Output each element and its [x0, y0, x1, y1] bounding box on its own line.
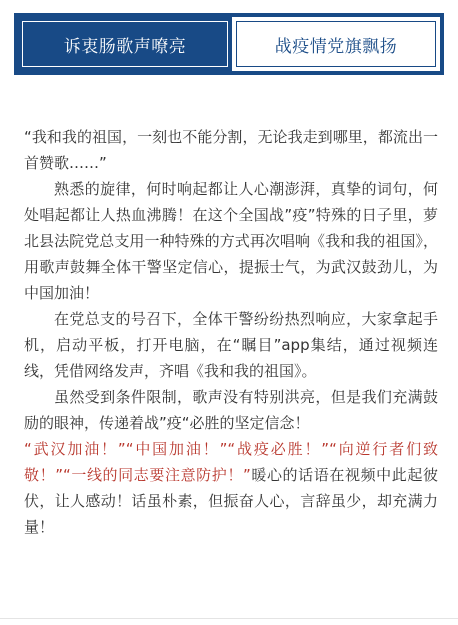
inactive-section-tab[interactable]	[232, 17, 440, 71]
active-section-tab[interactable]	[22, 21, 228, 67]
inactive-section-title: 战疫情党旗飘扬	[274, 36, 398, 57]
inactive-section-frame	[236, 21, 436, 67]
article-body	[24, 124, 438, 540]
paragraph-1: 熟悉的旋律，何时响起都让人心潮澎湃，真挚的词句，何处唱起都让人热血沸腾！在这个全国战”疫”特殊的日子里，萝北县法院党总支用一种特殊的方式再次唱响《我和我的祖国》，用歌声鼓舞全体干警坚定信心，提振士气，为武汉鼓劲儿，为中国加油！	[24, 180, 438, 302]
slogans-text: “武汉加油！”“中国加油！”“战疫必胜！”“向逆行者们致敬！”“一线的同志要注意防护！”	[24, 440, 438, 484]
bottom-divider	[0, 618, 458, 619]
active-section-title: 诉衷肠歌声嘹亮	[63, 36, 187, 57]
paragraph-3: 虽然受到条件限制，歌声没有特别洪亮，但是我们充满鼓励的眼神，传递着战”疫“必胜的坚定信念！	[24, 388, 438, 432]
opening-quote: “我和我的祖国，一刻也不能分割，无论我走到哪里，都流出一首赞歌……”	[24, 128, 438, 172]
paragraph-2: 在党总支的号召下，全体干警纷纷热烈响应，大家拿起手机，启动平板，打开电脑，在“瞩目”app集结，通过视频连线，凭借网络发声，齐唱《我和我的祖国》。	[24, 310, 438, 380]
closing-text: 暖心的话语在视频中此起彼伏，让人感动！话虽朴素，但振奋人心，言辞虽少，却充满力量！	[24, 466, 438, 536]
paragraph-4	[24, 436, 438, 540]
header-banner	[14, 13, 444, 75]
